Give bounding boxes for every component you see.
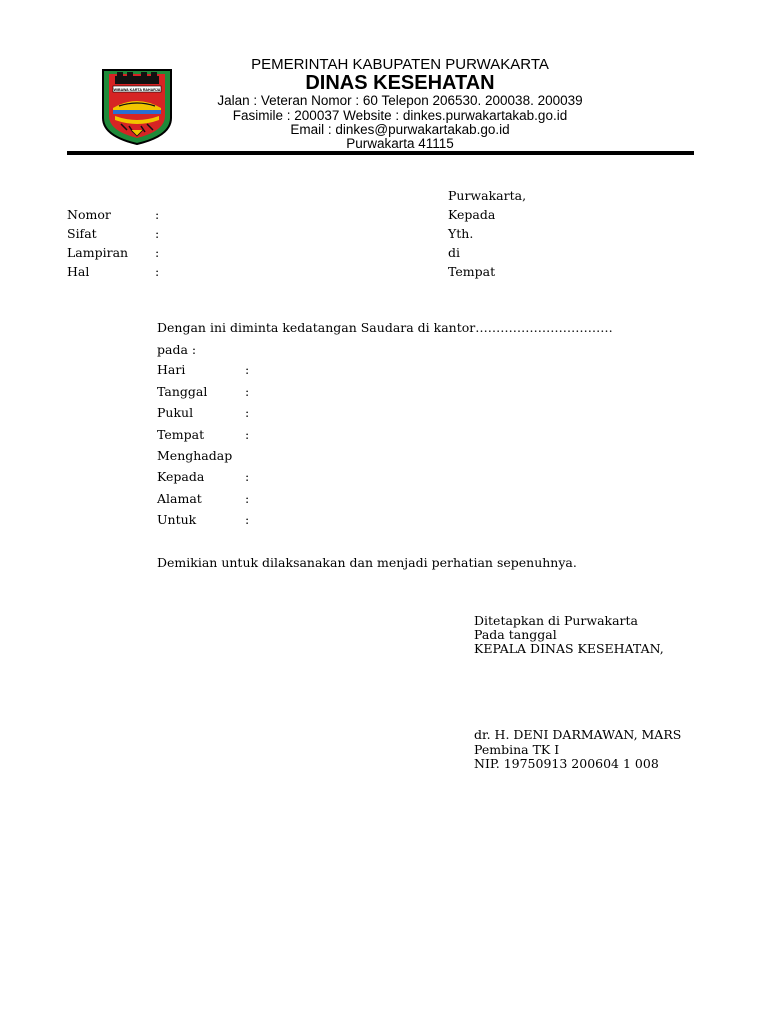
body-intro: Dengan ini diminta kedatangan Saudara di kantor…………………………… <box>157 320 613 335</box>
meta-hal-label: Hal <box>67 264 90 279</box>
field-alamat-label: Alamat <box>157 491 202 506</box>
meta-lampiran-label: Lampiran <box>67 245 129 260</box>
meta-colon: : <box>155 226 160 241</box>
field-colon: : <box>245 491 250 506</box>
signature-nip: NIP. 19750913 200604 1 008 <box>474 756 659 771</box>
field-untuk-label: Untuk <box>157 512 197 527</box>
field-tempat-label: Tempat <box>157 427 205 442</box>
purwakarta-logo <box>97 64 177 146</box>
meta-nomor-label: Nomor <box>67 207 111 222</box>
meta-sifat-label: Sifat <box>67 226 97 241</box>
logo-motto: WIBAWA KARTA RAHARJA <box>113 87 161 92</box>
field-hari-label: Hari <box>157 362 186 377</box>
field-menghadap-label: Menghadap <box>157 448 233 463</box>
signature-jabatan: KEPALA DINAS KESEHATAN, <box>474 641 664 656</box>
field-pukul-label: Pukul <box>157 405 194 420</box>
header-government: PEMERINTAH KABUPATEN PURWAKARTA <box>251 56 549 73</box>
header-fax-website: Fasimile : 200037 Website : dinkes.purwakartakab.go.id <box>232 108 568 123</box>
signature-nama: dr. H. DENI DARMAWAN, MARS <box>474 727 682 742</box>
address-tempat: Tempat <box>448 264 496 279</box>
signature-pada-tanggal: Pada tanggal <box>474 627 557 642</box>
header-address: Jalan : Veteran Nomor : 60 Telepon 206530. 200038. 200039 <box>217 93 583 108</box>
field-colon: : <box>245 405 250 420</box>
header-agency: DINAS KESEHATAN <box>305 72 495 94</box>
address-yth: Yth. <box>448 226 474 241</box>
meta-colon: : <box>155 207 160 222</box>
field-colon: : <box>245 512 250 527</box>
address-city: Purwakarta, <box>448 188 527 203</box>
signature-pangkat: Pembina TK I <box>474 742 560 757</box>
field-kepada-label: Kepada <box>157 469 205 484</box>
address-di: di <box>448 245 460 260</box>
field-tanggal-label: Tanggal <box>157 384 208 399</box>
header-divider <box>67 151 694 155</box>
header-city-postcode: Purwakarta 41115 <box>346 136 454 151</box>
field-colon: : <box>245 384 250 399</box>
field-colon: : <box>245 427 250 442</box>
body-closing: Demikian untuk dilaksanakan dan menjadi perhatian sepenuhnya. <box>157 555 577 570</box>
field-colon: : <box>245 469 250 484</box>
meta-colon: : <box>155 264 160 279</box>
address-kepada: Kepada <box>448 207 496 222</box>
meta-colon: : <box>155 245 160 260</box>
header-email: Email : dinkes@purwakartakab.go.id <box>290 122 510 137</box>
body-pada: pada : <box>157 342 197 357</box>
signature-ditetapkan: Ditetapkan di Purwakarta <box>474 613 639 628</box>
field-colon: : <box>245 362 250 377</box>
